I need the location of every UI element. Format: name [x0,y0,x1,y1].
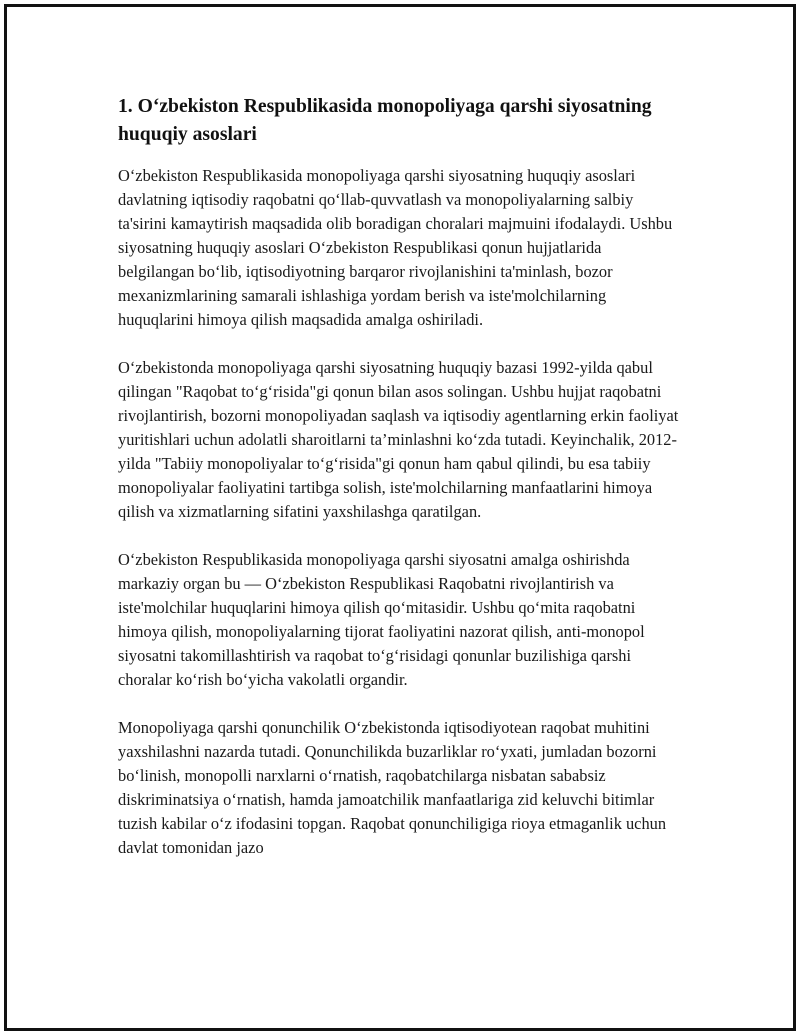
paragraph-3: O‘zbekiston Respublikasida monopoliyaga qarshi siyosatni amalga oshirishda markaziy organ bu — O‘zbekiston Respublikasi Raqobatni rivojlantirish va iste'molchilar huquqlarini himoya qilish qo‘mitasidir. Ushbu qo‘mita raqobatni himoya qilish, monopoliyalarning tijorat faoliyatini nazorat qilish, anti-monopol siyosatni takomillashtirish va raqobat to‘g‘risidagi qonunlar buzilishiga qarshi choralar ko‘rish bo‘yicha vakolatli organdir. [118,550,645,689]
paragraph-4: Monopoliyaga qarshi qonunchilik O‘zbekistonda iqtisodiyotean raqobat muhitini yaxshilashni nazarda tutadi. Qonunchilikda buzarliklar ro‘yxati, jumladan bozorni bo‘linish, monopolli narxlarni o‘rnatish, raqobatchilarga nisbatan sababsiz diskriminatsiya o‘rnatish, hamda jamoatchilik manfaatlariga zid keluvchi bitimlar tuzish kabilar o‘z ifodasini topgan. Raqobat qonunchiligiga rioya etmaganlik uchun davlat tomonidan jazo [118,718,667,857]
section-title: 1. O‘zbekiston Respublikasida monopoliyaga qarshi siyosatning huquqiy asoslari [118,96,652,145]
paragraph-2: O‘zbekistonda monopoliyaga qarshi siyosatning huquqiy bazasi 1992-yilda qabul qilingan "Raqobat to‘g‘risida"gi qonun bilan asos solingan. Ushbu hujjat raqobatni rivojlantirish, bozorni monopoliyadan saqlash va iqtisodiy agentlarning erkin faoliyat yuritishlari uchun adolatli sharoitlarni ta’minlashni ko‘zda tutadi. Keyinchalik, 2012-yilda "Tabiiy monopoliyalar to‘g‘risida"gi qonun ham qabul qilindi, bu esa tabiiy monopoliyalar faoliyatini tartibga solish, iste'molchilarning manfaatlarini himoya qilish va xizmatlarning sifatini yaxshilashga qaratilgan. [118,358,679,521]
document-body [118,93,682,860]
paragraph-1: O‘zbekiston Respublikasida monopoliyaga qarshi siyosatning huquqiy asoslari davlatning iqtisodiy raqobatni qo‘llab-quvvatlash va monopoliyalarning salbiy ta'sirini kamaytirish maqsadida olib boradigan choralari majmuini ifodalaydi. Ushbu siyosatning huquqiy asoslari O‘zbekiston Respublikasi qonun hujjatlarida belgilangan bo‘lib, iqtisodiyotning barqaror rivojlanishini ta'minlash, bozor mexanizmlarining samarali ishlashiga yordam berish va iste'molchilarning huquqlarini himoya qilish maqsadida amalga oshiriladi. [118,166,673,329]
